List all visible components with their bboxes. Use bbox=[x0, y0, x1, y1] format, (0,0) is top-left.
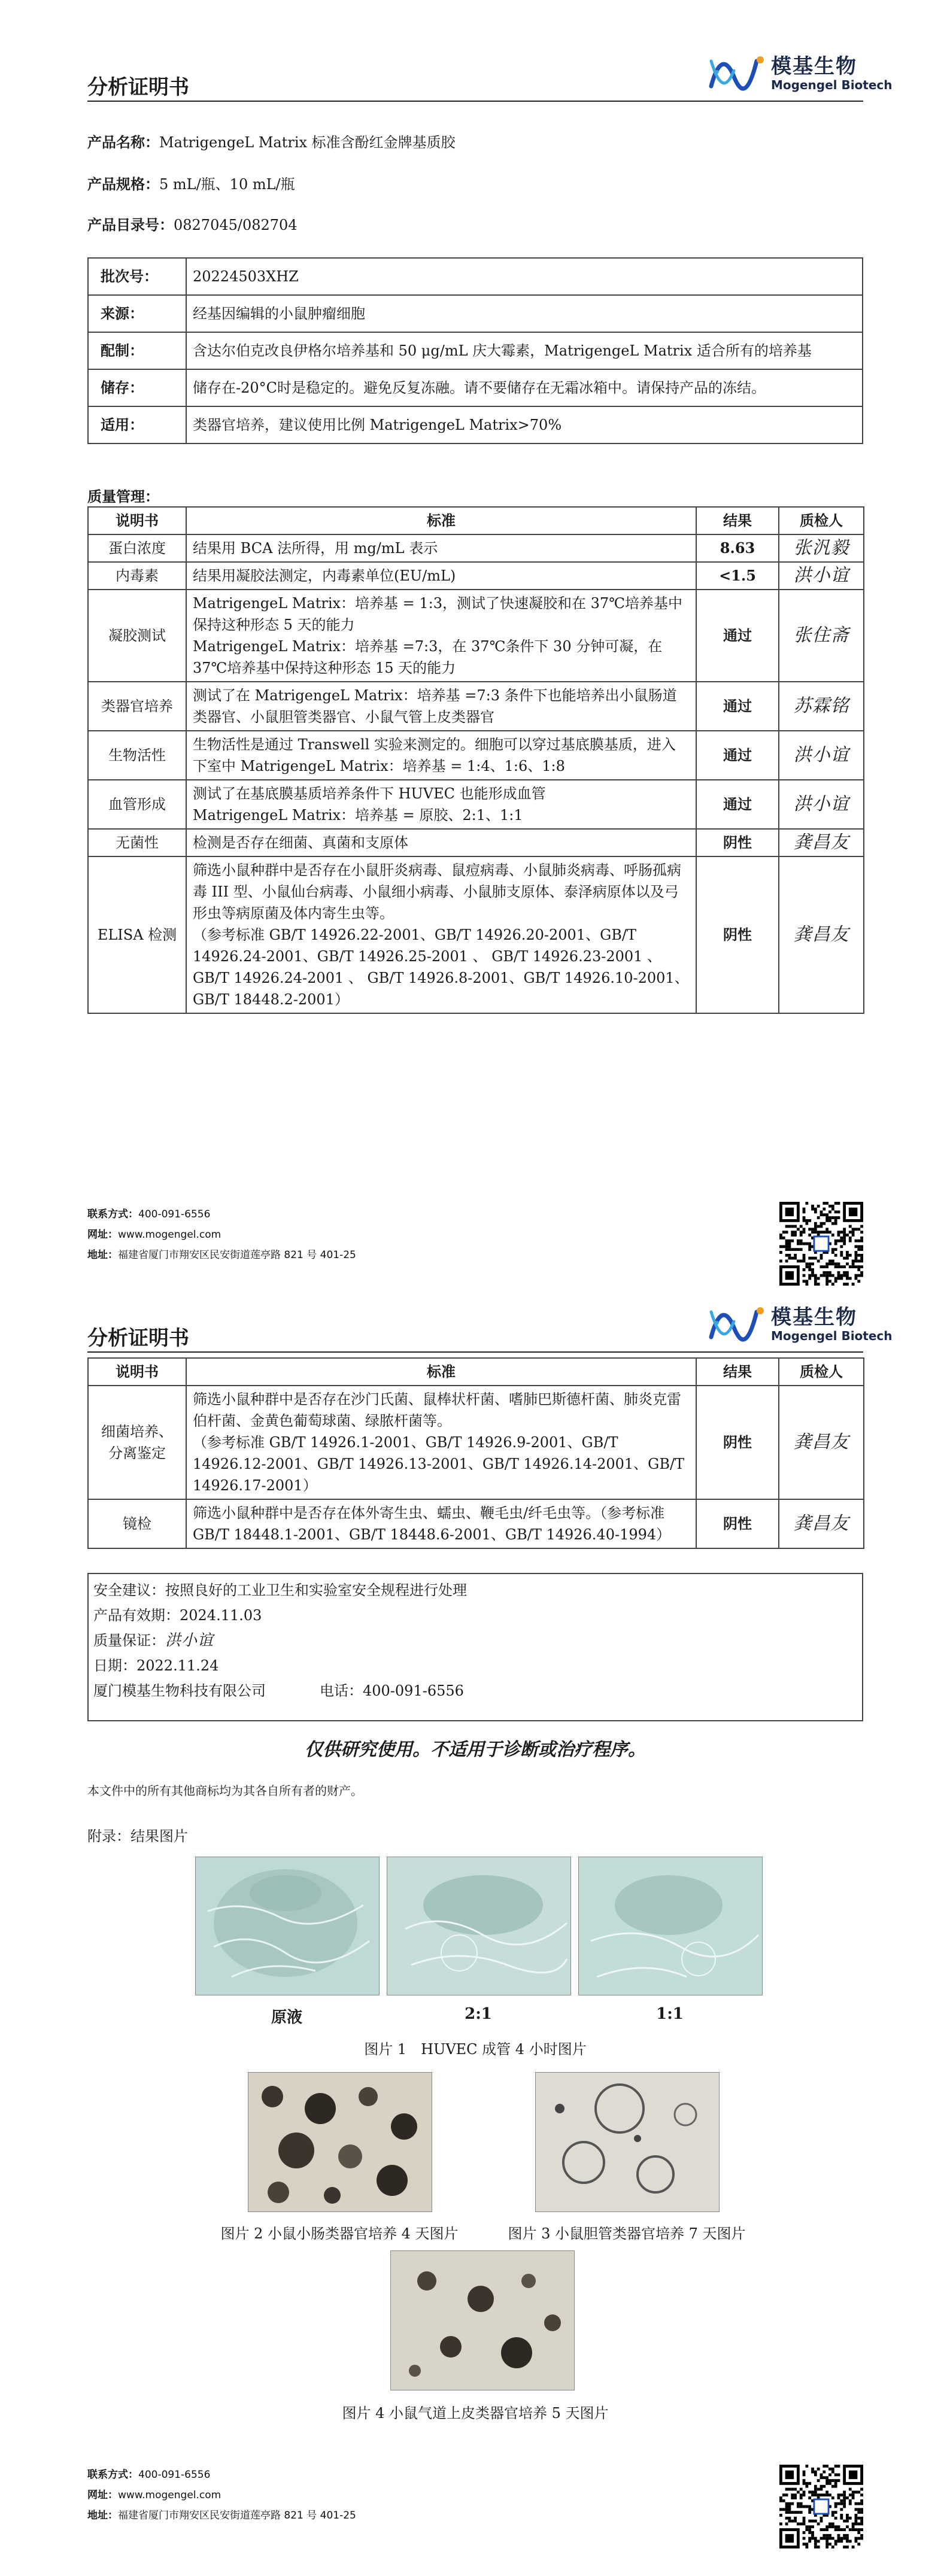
qc-row bbox=[88, 829, 864, 856]
info-row bbox=[88, 295, 863, 332]
info-value: 经基因编辑的小鼠肿瘤细胞 bbox=[186, 295, 863, 332]
product-catalog: 产品目录号：0827045/082704 bbox=[87, 216, 298, 233]
page-title: 分析证明书 bbox=[87, 75, 189, 99]
qc-header-inspector: 质检人 bbox=[779, 507, 864, 534]
footer-page2: 联系方式：400-091-6556 网址：www.mogengel.com 地址：福建省厦门市翔安区民安街道莲亭路 821 号 401-25 bbox=[87, 2469, 356, 2522]
issue-date: 日期：2022.11.24 bbox=[93, 1657, 219, 1674]
qc-inspector-signature: 苏霖铭 bbox=[779, 682, 864, 731]
qc-item: 无菌性 bbox=[88, 829, 186, 856]
info-key: 配制： bbox=[88, 332, 186, 369]
intestinal-organoid-photo bbox=[248, 2072, 432, 2212]
expiry-date: 产品有效期：2024.11.03 bbox=[93, 1607, 262, 1624]
fig1-caption: 图片 1 HUVEC 成管 4 小时图片 bbox=[364, 2041, 587, 2058]
qc-inspector-signature: 龚昌友 bbox=[779, 829, 864, 856]
info-key: 来源： bbox=[88, 295, 186, 332]
qc-item: 类器官培养 bbox=[88, 682, 186, 731]
product-name: 产品名称：MatrigengeL Matrix 标准含酚红金牌基质胶 bbox=[87, 133, 456, 151]
qc-result: 通过 bbox=[696, 590, 779, 682]
qc-header-item: 说明书 bbox=[88, 507, 186, 534]
qc-header-item: 说明书 bbox=[88, 1358, 186, 1386]
qc-row bbox=[88, 731, 864, 780]
qc-header-result: 结果 bbox=[696, 507, 779, 534]
qc-inspector-signature: 洪小谊 bbox=[779, 731, 864, 780]
qc-table-continued bbox=[87, 1357, 864, 1549]
huvec-photo-stock bbox=[195, 1857, 380, 1995]
summary-box bbox=[87, 1573, 863, 1721]
qc-standard: 生物活性是通过 Transwell 实验来测定的。细胞可以穿过基底膜基质，进入下室中 MatrigengeL Matrix：培养基 = 1:4、1:6、1:8 bbox=[186, 731, 696, 780]
qc-standard: 筛选小鼠种群中是否存在沙门氏菌、鼠棒状杆菌、嗜肺巴斯德杆菌、肺炎克雷伯杆菌、金黄色葡萄球菌、绿脓杆菌等。 （参考标准 GB/T 14926.1-2001、GB/T 14926.9-2001、GB/T 14926.12-2001、GB/T 14926.13-2001、GB/T 14926.14-2001、GB/T 14926.17-2001） bbox=[186, 1386, 696, 1499]
fig3-caption: 图片 3 小鼠胆管类器官培养 7 天图片 bbox=[508, 2225, 746, 2242]
qc-result: 通过 bbox=[696, 731, 779, 780]
info-row bbox=[88, 406, 863, 443]
qc-row bbox=[88, 590, 864, 682]
info-key: 适用： bbox=[88, 406, 186, 443]
page2-title: 分析证明书 bbox=[87, 1326, 189, 1350]
qc-result: 阴性 bbox=[696, 856, 779, 1013]
logo-english-name: Mogengel Biotech bbox=[771, 1329, 893, 1343]
research-use-notice: 仅供研究使用。不适用于诊断或治疗程序。 bbox=[305, 1739, 646, 1760]
info-row bbox=[88, 369, 863, 406]
qc-section-label: 质量管理： bbox=[87, 488, 159, 505]
qc-item: 凝胶测试 bbox=[88, 590, 186, 682]
qc-standard: 筛选小鼠种群中是否存在体外寄生虫、蠕虫、鞭毛虫/纤毛虫等。（参考标准 GB/T 18448.1-2001、GB/T 18448.6-2001、GB/T 14926.40-1994） bbox=[186, 1499, 696, 1548]
info-key: 储存： bbox=[88, 369, 186, 406]
quality-assurance: 质量保证：洪小谊 bbox=[93, 1632, 214, 1650]
info-key: 批次号： bbox=[88, 258, 186, 295]
huvec-photo-1-1 bbox=[578, 1857, 763, 1995]
qc-standard: 测试了在基底膜基质培养条件下 HUVEC 也能形成血管 MatrigengeL Matrix：培养基 = 原胶、2:1、1:1 bbox=[186, 780, 696, 829]
trademark-note: 本文件中的所有其他商标均为其各自所有者的财产。 bbox=[87, 1784, 363, 1798]
info-value: 类器官培养，建议使用比例 MatrigengeL Matrix>70% bbox=[186, 406, 863, 443]
huvec-photo-2-1 bbox=[387, 1857, 571, 1995]
qc-inspector-signature: 龚昌友 bbox=[779, 1386, 864, 1499]
fig2-caption: 图片 2 小鼠小肠类器官培养 4 天图片 bbox=[220, 2225, 459, 2242]
company-logo bbox=[706, 53, 893, 95]
fig1-label-2-1: 2:1 bbox=[465, 2005, 492, 2023]
info-value: 储存在-20°C时是稳定的。避免反复冻融。请不要储存在无霜冰箱中。请保持产品的冻结。 bbox=[186, 369, 863, 406]
info-row bbox=[88, 258, 863, 295]
logo-chinese-name: 模基生物 bbox=[771, 54, 857, 78]
qc-item: 血管形成 bbox=[88, 780, 186, 829]
info-value: 含达尔伯克改良伊格尔培养基和 50 μg/mL 庆大霉素，MatrigengeL Matrix 适合所有的培养基 bbox=[186, 332, 863, 369]
header-divider bbox=[87, 101, 863, 102]
qc-header-standard: 标准 bbox=[186, 1358, 696, 1386]
qc-result: 8.63 bbox=[696, 534, 779, 562]
logo-chinese-name: 模基生物 bbox=[771, 1305, 857, 1329]
appendix-label: 附录：结果图片 bbox=[87, 1828, 188, 1845]
qc-header-inspector: 质检人 bbox=[779, 1358, 864, 1386]
qc-standard: 结果用 BCA 法所得，用 mg/mL 表示 bbox=[186, 534, 696, 562]
qc-result: 阴性 bbox=[696, 1386, 779, 1499]
qc-item: ELISA 检测 bbox=[88, 856, 186, 1013]
qc-inspector-signature: 张汎毅 bbox=[779, 534, 864, 562]
qc-row bbox=[88, 1386, 864, 1499]
qc-item: 生物活性 bbox=[88, 731, 186, 780]
qc-item: 蛋白浓度 bbox=[88, 534, 186, 562]
dna-logo-icon bbox=[706, 53, 766, 95]
qc-result: 阴性 bbox=[696, 829, 779, 856]
qc-item: 内毒素 bbox=[88, 562, 186, 590]
company-line: 厦门模基生物科技有限公司 电话：400-091-6556 bbox=[93, 1682, 464, 1699]
qc-inspector-signature: 龚昌友 bbox=[779, 856, 864, 1013]
qc-table bbox=[87, 506, 864, 1014]
info-value: 20224503XHZ bbox=[186, 258, 863, 295]
qc-result: <1.5 bbox=[696, 562, 779, 590]
qc-row bbox=[88, 534, 864, 562]
qc-header-standard: 标准 bbox=[186, 507, 696, 534]
qc-row bbox=[88, 682, 864, 731]
qc-inspector-signature: 洪小谊 bbox=[779, 780, 864, 829]
qc-inspector-signature: 洪小谊 bbox=[779, 562, 864, 590]
qc-result: 阴性 bbox=[696, 1499, 779, 1548]
logo-english-name: Mogengel Biotech bbox=[771, 78, 893, 92]
footer-page1: 联系方式：400-091-6556 网址：www.mogengel.com 地址：福建省厦门市翔安区民安街道莲亭路 821 号 401-25 bbox=[87, 1208, 356, 1261]
qc-row bbox=[88, 562, 864, 590]
qc-standard: 结果用凝胶法测定，内毒素单位(EU/mL) bbox=[186, 562, 696, 590]
qc-row bbox=[88, 780, 864, 829]
fig1-label-stock: 原液 bbox=[271, 2009, 302, 2027]
qc-item: 镜检 bbox=[88, 1499, 186, 1548]
header-divider-page2 bbox=[87, 1351, 863, 1353]
dna-logo-icon bbox=[706, 1304, 766, 1345]
qc-standard: 测试了在 MatrigengeL Matrix：培养基 =7:3 条件下也能培养出小鼠肠道类器官、小鼠胆管类器官、小鼠气管上皮类器官 bbox=[186, 682, 696, 731]
bile-duct-organoid-photo bbox=[535, 2072, 720, 2212]
qc-standard: 检测是否存在细菌、真菌和支原体 bbox=[186, 829, 696, 856]
qc-standard: MatrigengeL Matrix：培养基 = 1:3，测试了快速凝胶和在 37℃培养基中保持这种形态 5 天的能力 MatrigengeL Matrix：培养基 =7:3，在 37℃条件下 30 分钟可凝，在 37℃培养基中保持这种形态 15 天的能力 bbox=[186, 590, 696, 682]
airway-organoid-photo bbox=[390, 2250, 575, 2390]
qc-result: 通过 bbox=[696, 682, 779, 731]
qc-standard: 筛选小鼠种群中是否存在小鼠肝炎病毒、鼠痘病毒、小鼠肺炎病毒、呼肠孤病毒 III 型、小鼠仙台病毒、小鼠细小病毒、小鼠肺支原体、泰泽病原体以及弓形虫等病原菌及体内寄生虫等。 （参考标准 GB/T 14926.22-2001、GB/T 14926.20-2001、GB/T 14926.24-2001、GB/T 14926.25-2001 、 GB/T 14926.23-2001 、 GB/T 14926.24-2001 、 GB/T 14926.8-2001、GB/T 14926.10-2001、GB/T 18448.2-2001） bbox=[186, 856, 696, 1013]
product-spec: 产品规格：5 mL/瓶、10 mL/瓶 bbox=[87, 175, 295, 193]
qr-code-icon bbox=[779, 1202, 863, 1286]
qc-row bbox=[88, 1499, 864, 1548]
qc-header-result: 结果 bbox=[696, 1358, 779, 1386]
safety-advice: 安全建议：按照良好的工业卫生和实验室安全规程进行处理 bbox=[93, 1582, 467, 1599]
qc-result: 通过 bbox=[696, 780, 779, 829]
info-row bbox=[88, 332, 863, 369]
qc-item: 细菌培养、分离鉴定 bbox=[88, 1386, 186, 1499]
fig4-caption: 图片 4 小鼠气道上皮类器官培养 5 天图片 bbox=[342, 2405, 609, 2422]
company-logo-page2 bbox=[706, 1304, 893, 1345]
qc-row bbox=[88, 856, 864, 1013]
qc-inspector-signature: 龚昌友 bbox=[779, 1499, 864, 1548]
qr-code-icon bbox=[779, 2465, 863, 2548]
qc-inspector-signature: 张住斋 bbox=[779, 590, 864, 682]
fig1-label-1-1: 1:1 bbox=[656, 2005, 684, 2023]
product-info-table bbox=[87, 257, 863, 444]
